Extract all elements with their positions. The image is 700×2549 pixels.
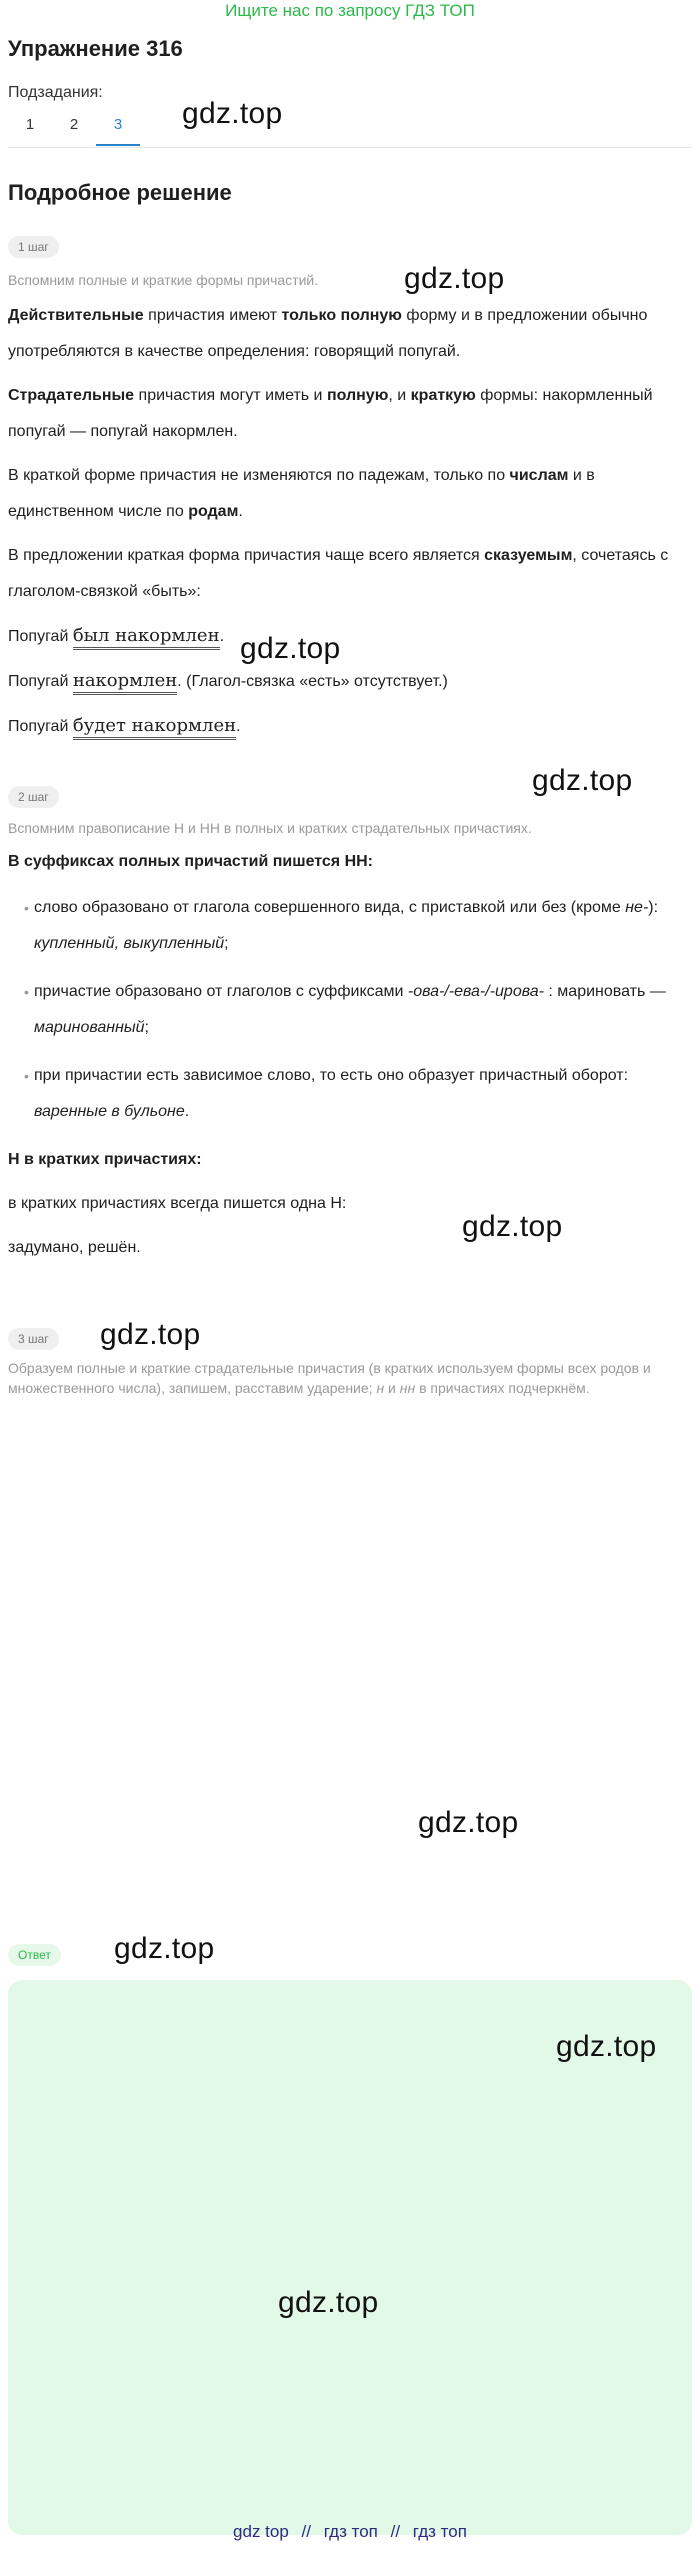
watermark: gdz.top: [418, 1806, 519, 1839]
nn-rule-item: • слово образовано от глагола совершенного вида, с приставкой или без (кроме не-): купленный, выкупленный;: [8, 890, 692, 962]
step-1-paragraph-3: В краткой форме причастия не изменяются по падежам, только по числам и в единственном числе по родам.: [8, 467, 595, 520]
step-3: [8, 1328, 692, 1398]
step-2-heading-nn: В суффиксах полных причастий пишется НН:: [8, 853, 374, 870]
step-1: [8, 236, 692, 745]
step-1-example-1: Попугай был накормлен.: [8, 618, 692, 655]
watermark: gdz.top: [532, 764, 633, 797]
step-3-hint: Образуем полные и краткие страдательные причастия (в кратких используем формы всех родов и множественного числа), запишем, расставим ударение; н и нн в причастиях подчеркнём.: [8, 1360, 651, 1396]
nn-rules-list: [8, 890, 692, 1130]
step-2-badge: 2 шаг: [8, 786, 59, 808]
exercise-title: Упражнение 316: [8, 36, 183, 61]
tab-subtask-2[interactable]: 2: [69, 116, 79, 133]
watermark: gdz.top: [462, 1210, 563, 1243]
footer-separator: //: [301, 2522, 311, 2541]
step-3-badge: 3 шаг: [8, 1328, 59, 1350]
step-1-hint: Вспомним полные и краткие формы причастий.: [8, 272, 319, 288]
footer-separator: //: [390, 2522, 401, 2541]
watermark: gdz.top: [182, 97, 283, 130]
step-1-badge: 1 шаг: [8, 236, 59, 258]
solution-title: Подробное решение: [8, 180, 232, 205]
step-1-paragraph-4: В предложении краткая форма причастия чаще всего является сказуемым, сочетаясь с глаголом-связкой «быть»:: [8, 547, 669, 600]
watermark: gdz.top: [100, 1318, 201, 1351]
step-2-heading-n: Н в кратких причастиях:: [8, 1151, 202, 1168]
nn-rule-item: • причастие образовано от глаголов с суффиксами -ова-/-ева-/-ирова- : мариновать — маринованный;: [8, 974, 692, 1046]
tab-subtask-3[interactable]: 3: [96, 110, 140, 146]
watermark: gdz.top: [278, 2286, 379, 2319]
step-2-short-rule: в кратких причастиях всегда пишется одна Н:: [8, 1195, 347, 1212]
divider: [8, 147, 692, 148]
subtasks-label: Подзадания:: [8, 84, 103, 101]
step-2-short-examples: задумано, решён.: [8, 1239, 141, 1256]
watermark: gdz.top: [404, 262, 505, 295]
footer-link[interactable]: гдз топ: [323, 2522, 378, 2541]
footer-link[interactable]: гдз топ: [412, 2522, 467, 2541]
tab-subtask-1[interactable]: 1: [25, 116, 35, 133]
footer-links: [0, 2522, 700, 2542]
answer-label: [8, 1944, 61, 1966]
step-1-paragraph-1: Действительные причастия имеют только полную форму и в предложении обычно употребляются в качестве определения: говорящий попугай.: [8, 307, 648, 360]
watermark: gdz.top: [240, 632, 341, 665]
nn-rule-item: • при причастии есть зависимое слово, то есть оно образует причастный оборот: варенные в бульоне.: [8, 1058, 692, 1130]
step-1-example-3: Попугай будет накормлен.: [8, 708, 692, 745]
search-banner[interactable]: Ищите нас по запросу ГДЗ ТОП: [225, 1, 475, 20]
watermark: gdz.top: [556, 2030, 657, 2063]
step-2-hint: Вспомним правописание Н и НН в полных и кратких страдательных причастиях.: [8, 820, 532, 836]
subtask-tabs: [8, 110, 140, 146]
step-1-paragraph-2: Страдательные причастия могут иметь и полную, и краткую формы: накормленный попугай — попугай накормлен.: [8, 387, 653, 440]
step-1-example-2: Попугай накормлен. (Глагол-связка «есть» отсутствует.): [8, 663, 692, 700]
answer-badge: Ответ: [8, 1944, 61, 1966]
watermark: gdz.top: [114, 1932, 215, 1965]
footer-link[interactable]: gdz top: [233, 2522, 289, 2541]
step-2: [8, 786, 692, 1266]
